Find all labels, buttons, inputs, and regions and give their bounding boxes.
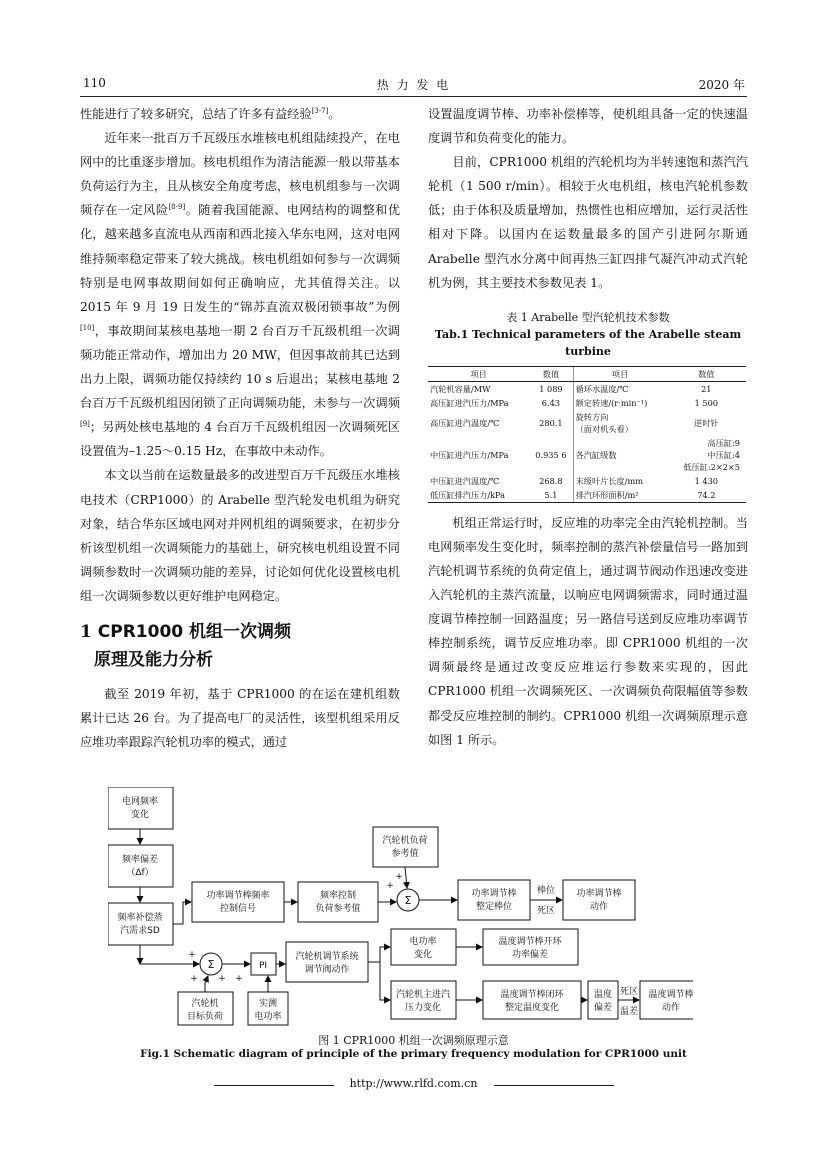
svg-text:+: +	[395, 872, 403, 882]
svg-text:温差: 温差	[619, 1007, 639, 1017]
svg-text:死区: 死区	[619, 987, 639, 997]
box-main-steam-pressure	[391, 981, 456, 1019]
svg-text:偏差: 偏差	[593, 1003, 613, 1013]
svg-text:功率调节棒: 功率调节棒	[471, 889, 517, 899]
box-rod-setpoint	[458, 880, 530, 920]
svg-text:+: +	[218, 974, 226, 984]
box-temp-rod-action	[640, 981, 693, 1019]
paragraph: 截至 2019 年初，基于 CPR1000 的在运在建机组数累计已达 26 台。为了提高电厂的灵活性，该型机组采用反应堆功率跟踪汽轮机功率的模式，通过	[80, 686, 400, 750]
box-temp-deviation	[588, 981, 618, 1019]
svg-text:汽需求SD: 汽需求SD	[120, 926, 160, 936]
parameter-table	[428, 366, 746, 503]
box-grid-frequency	[108, 787, 173, 829]
svg-text:动作: 动作	[589, 902, 609, 912]
section-heading: 1 CPR1000 机组一次调频 原理及能力分析	[80, 621, 292, 670]
footer-rule-right	[494, 1085, 614, 1086]
svg-text:频率控制: 频率控制	[319, 891, 357, 901]
paragraph: 目前，CPR1000 机组的汽轮机均为半转速饱和蒸汽汽轮机（1 500 r/min）。相较于火电机组，核电汽轮机参数低；由于体积及质量增加，热惯性也相应增加，运行灵活性相对下降。以国内在运数量最多的国产引进阿尔斯通 Arabelle 型汽水分离中间再热三缸四排气凝汽冲动式汽轮机为例，其主要技术参数见表 1。	[428, 155, 748, 290]
box-valve-action	[286, 942, 368, 982]
svg-text:控制信号: 控制信号	[219, 904, 257, 914]
box-frequency-load-reference	[298, 882, 378, 922]
table-row: 高压缸进汽温度/℃ 280.1 旋转方向 （面对机头看） 逆时针	[430, 411, 719, 434]
svg-text:+: +	[235, 974, 243, 984]
svg-text:死区: 死区	[536, 906, 556, 916]
svg-text:汽轮机: 汽轮机	[191, 999, 219, 1009]
svg-text:功率偏差: 功率偏差	[511, 950, 549, 960]
svg-text:电功率: 电功率	[409, 937, 437, 947]
svg-text:+: +	[188, 950, 196, 960]
paragraph: 设置温度调节棒、功率补偿棒等，使机组具备一定的快速温度调节和负荷变化的能力。	[428, 107, 748, 146]
box-temp-rod-setpoint	[483, 981, 581, 1019]
svg-text:频率偏差: 频率偏差	[121, 855, 159, 865]
svg-text:功率调节棒频率: 功率调节棒频率	[206, 891, 270, 901]
figure-caption-cn: 图 1 CPR1000 机组一次调频原理示意	[318, 1034, 509, 1047]
svg-text:Σ: Σ	[207, 958, 215, 971]
svg-text:整定棒位: 整定棒位	[475, 902, 513, 912]
svg-text:汽轮机负荷: 汽轮机负荷	[382, 836, 428, 846]
svg-text:汽轮机主进汽: 汽轮机主进汽	[395, 990, 451, 1000]
svg-text:电功率: 电功率	[254, 1012, 282, 1022]
svg-text:电网频率: 电网频率	[121, 797, 159, 807]
table-row: 高压缸进汽压力/MPa 6.43 额定转速/(r·min⁻¹) 1 500	[430, 397, 719, 408]
table-caption-en: Tab.1 Technical parameters of the Arabelle steam turbine	[434, 327, 742, 358]
svg-text:棒位: 棒位	[536, 886, 556, 896]
svg-text:负荷参考值: 负荷参考值	[315, 904, 361, 914]
svg-text:Σ: Σ	[404, 894, 412, 907]
svg-text:温度: 温度	[593, 990, 613, 1000]
svg-text:实测: 实测	[258, 999, 278, 1009]
svg-text:整定温度变化: 整定温度变化	[504, 1003, 560, 1013]
paragraph: 机组正常运行时，反应堆的功率完全由汽轮机控制。当电网频率发生变化时，频率控制的蒸汽补偿量信号一路加到汽轮机调节系统的负荷定值上，通过调节阀动作迅速改变进入汽轮机的主蒸汽流量，以响应电网调频需求，同时通过温度调节棒控制一回路温度；另一路信号送到反应堆功率调节棒控制系统，调节反应堆功率。即 CPR1000 机组的一次调频最终是通过改变反应堆运行参数来实现的，因此 CPR1000 机组一次调频死区、一次调频负荷限幅值等参数都受反应堆控制的制约。CPR1000 机组一次调频原理示意如图 1 所示。	[428, 515, 748, 747]
paragraph: 本文以当前在运数量最多的改进型百万千瓦级压水堆核电技术（CRP1000）的 Arabelle 型汽轮发电机组为研究对象，结合华东区域电网对并网机组的调频要求，在初步分析该型机组一次调频能力的基础上，研究核电机组设置不同调频参数时一次调频功能的差异，讨论如何优化设置核电机组一次调频参数以更好维护电网稳定。	[80, 468, 400, 603]
table-row: 中压缸进汽压力/MPa 0.935 6 各汽缸级数 高压缸:9 中压缸:4 低压缸:2×2×5	[430, 437, 740, 472]
header-rule	[80, 96, 747, 97]
paragraph: 近年来一批百万千瓦级压水堆核电机组陆续投产，在电网中的比重逐步增加。核电机组作为清洁能源一般以带基本负荷运行为主，且从核安全角度考虑，核电机组参与一次调频存在一定风险[8-9]。随着我国能源、电网结构的调整和优化，越来越多直流电从西南和西北接入华东电网，这对电网维持频率稳定带来了较大挑战。核电机组如何参与一次调频特别是电网事故期间如何正确响应，尤其值得关注。以 2015 年 9 月 19 日发生的“锦苏直流双极闭锁事故”为例[10]，事故期间某核电基地一期 2 台百万千瓦级机组一次调频功能正常动作，增加出力 20 MW，但因事故前其已达到出力上限，调频功能仅持续约 10 s 后退出；某核电基地 2 台百万千瓦级机组因闭锁了正向调频功能，未参与一次调频[9]；另两处核电基地的 4 台百万千瓦级机组因一次调频死区设置值为–1.25～0.15 Hz，在事故中未动作。	[80, 131, 401, 459]
svg-text:+: +	[190, 974, 198, 984]
left-column	[80, 102, 400, 754]
table-header: 项目	[573, 366, 667, 381]
paragraph: 性能进行了较多研究，总结了许多有益经验[3-7]。	[80, 107, 341, 121]
table-1	[428, 309, 748, 503]
table-header: 数值	[667, 366, 746, 381]
svg-text:温度调节棒开环: 温度调节棒开环	[498, 937, 562, 947]
svg-text:（Δf）: （Δf）	[126, 868, 154, 878]
svg-text:目标负荷: 目标负荷	[186, 1012, 224, 1022]
table-row: 低压缸排汽压力/kPa 5.1 排汽环形面积/m² 74.2	[428, 488, 746, 503]
svg-text:参考值: 参考值	[391, 849, 419, 859]
svg-text:温度调节棒闭环: 温度调节棒闭环	[500, 990, 564, 1000]
svg-text:功率调节棒: 功率调节棒	[576, 889, 622, 899]
svg-text:调节阀动作: 调节阀动作	[304, 965, 350, 975]
table-caption-cn: 表 1 Arabelle 型汽轮机技术参数	[506, 310, 670, 324]
footer-url[interactable]: http://www.rlfd.com.cn	[349, 1077, 478, 1090]
figure-1	[108, 787, 693, 1027]
year: 2020 年	[698, 78, 745, 92]
table-header: 项目	[428, 366, 529, 381]
journal-name: 热 力 发 电	[376, 78, 451, 92]
svg-text:频率补偿蒸: 频率补偿蒸	[117, 913, 163, 923]
svg-text:变化: 变化	[413, 950, 433, 960]
box-rod-action	[563, 880, 635, 920]
block-diagram	[108, 787, 693, 1027]
box-frequency-deviation	[108, 845, 173, 887]
svg-text:PI: PI	[258, 961, 268, 971]
box-turbine-load-reference	[373, 827, 438, 867]
svg-text:+: +	[386, 881, 394, 891]
page-number: 110	[83, 76, 106, 90]
svg-text:动作: 动作	[661, 1003, 681, 1013]
table-header: 数值	[529, 366, 573, 381]
svg-text:汽轮机调节系统: 汽轮机调节系统	[295, 952, 359, 962]
figure-caption-en: Fig.1 Schematic diagram of principle of the primary frequency modulation for CPR1000 unit	[140, 1048, 687, 1060]
box-rod-control-signal	[192, 882, 284, 922]
table-row: 中压缸进汽温度/℃ 268.8 末级叶片长度/mm 1 430	[430, 475, 719, 486]
box-frequency-compensation	[108, 903, 173, 945]
svg-text:压力变化: 压力变化	[404, 1003, 442, 1013]
table-row: 汽轮机容量/MW 1 089 循环水温度/℃ 21	[428, 381, 746, 396]
svg-text:变化: 变化	[130, 810, 150, 820]
svg-text:温度调节棒: 温度调节棒	[648, 990, 693, 1000]
right-column	[428, 102, 748, 752]
